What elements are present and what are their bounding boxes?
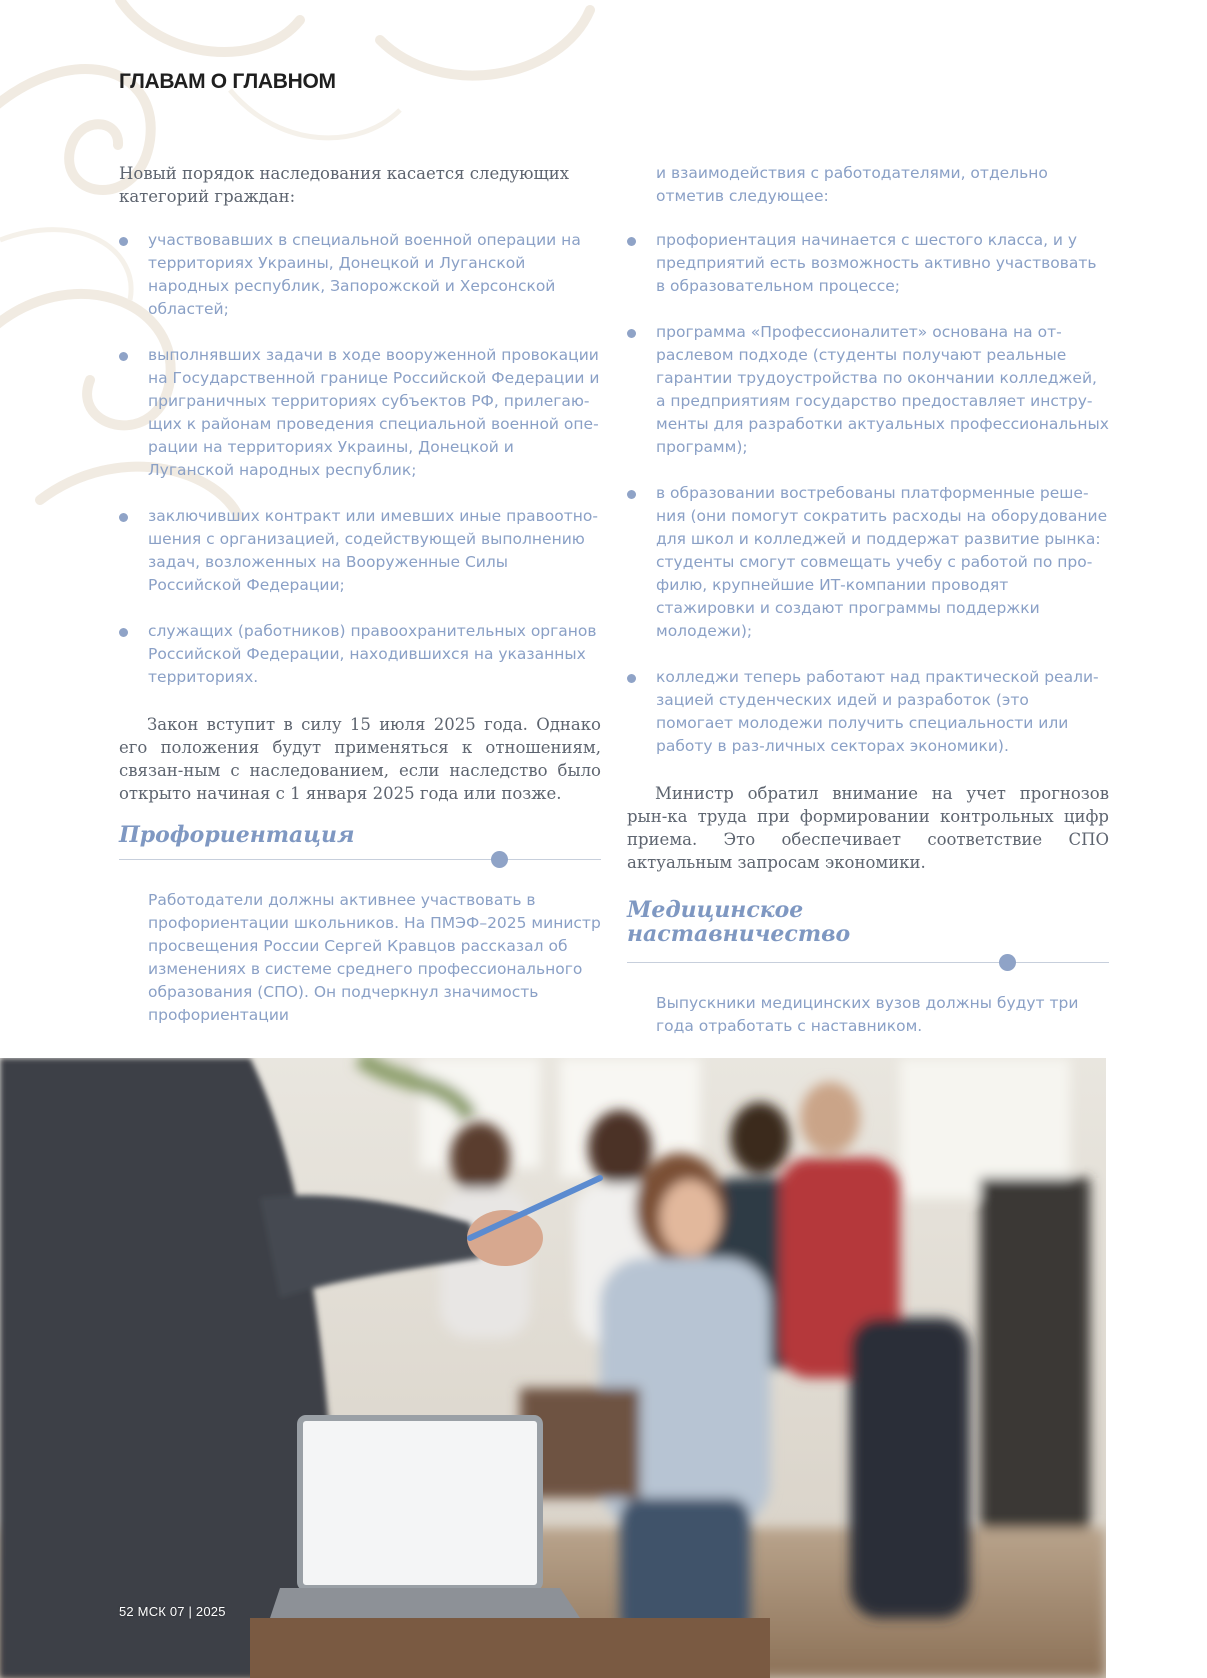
classroom-photo bbox=[0, 1058, 1106, 1678]
divider-dot-icon bbox=[491, 851, 508, 868]
intro-paragraph: Новый порядок наследования касается следующих категорий граждан: bbox=[119, 164, 570, 206]
list-item: заключивших контракт или имевших иные правоотно-шения с организацией, содействующей выполнению задач, возложенных на Вооруженные Силы Российской Федерации; bbox=[119, 505, 601, 597]
classroom-illustration bbox=[0, 1058, 1106, 1678]
bullet-icon bbox=[627, 490, 636, 499]
divider-dot-icon bbox=[999, 954, 1016, 971]
list-item: служащих (работников) правоохранительных органов Российской Федерации, находившихся на указанных территориях. bbox=[119, 620, 601, 689]
bullet-icon bbox=[119, 628, 128, 637]
continuation-paragraph: и взаимодействия с работодателями, отдельно отметив следующее: bbox=[656, 164, 1048, 205]
bullet-icon bbox=[119, 237, 128, 246]
list-item: выполнявших задачи в ходе вооруженной провокации на Государственной границе Российской Федерации и приграничных территориях субъектов РФ, прилегаю-щих к районам проведения специальной военной опе-рации на территориях Украины, Донецкой и Луганской народных республик; bbox=[119, 344, 601, 482]
career-paragraph: Работодатели должны активнее участвовать в профориентации школьников. На ПМЭФ–2025 министр просвещения России Сергей Кравцов рассказал об изменениях в системе среднего профессионального образования (СПО). Он подчеркнул значимость профориентации bbox=[148, 891, 601, 1024]
list-item: участвовавших в специальной военной операции на территориях Украины, Донецкой и Луганской народных республик, Запорожской и Херсонской областей; bbox=[119, 229, 601, 321]
bullet-icon bbox=[627, 329, 636, 338]
bullet-icon bbox=[119, 513, 128, 522]
bullet-icon bbox=[119, 352, 128, 361]
section-title-line1: Медицинское bbox=[627, 897, 804, 923]
minister-paragraph: Министр обратил внимание на учет прогнозов рын-ка труда при формировании контрольных цифр приема. Это обеспечивает соответствие СПО актуальным запросам экономики. bbox=[627, 784, 1109, 872]
section-divider bbox=[119, 851, 601, 869]
list-item: программа «Профессионалитет» основана на от-раслевом подходе (студенты получают реальные гарантии трудоустройства по окончании колледжей, а предприятиям государство предоставляет инстру-менты для разработки актуальных профессиональных программ); bbox=[627, 321, 1109, 459]
law-paragraph: Закон вступит в силу 15 июля 2025 года. Однако его положения будут применяться к отношениям, связан-ным с наследованием, если наследство было открыто начиная с 1 января 2025 года или позже. bbox=[119, 715, 601, 803]
page-footer: 52 МСК 07 | 2025 bbox=[119, 1604, 226, 1619]
right-column bbox=[627, 162, 1109, 1038]
section-title-career: Профориентация bbox=[119, 822, 355, 848]
beneficiaries-list bbox=[119, 229, 601, 689]
education-points-list bbox=[627, 229, 1109, 758]
section-title-medical bbox=[627, 898, 1109, 946]
medical-paragraph: Выпускники медицинских вузов должны будут три года отработать с наставником. bbox=[656, 994, 1079, 1035]
left-column bbox=[119, 162, 601, 1027]
list-item: колледжи теперь работают над практической реали-зацией студенческих идей и разработок (это помогает молодежи получить специальности или работу в раз-личных секторах экономики). bbox=[627, 666, 1109, 758]
list-item: профориентация начинается с шестого класса, и у предприятий есть возможность активно участвовать в образовательном процессе; bbox=[627, 229, 1109, 298]
bullet-icon bbox=[627, 674, 636, 683]
section-title-line2: наставничество bbox=[627, 921, 851, 947]
divider-line bbox=[627, 962, 1109, 963]
list-item: в образовании востребованы платформенные реше-ния (они помогут сократить расходы на оборудование для школ и колледжей и поддержат развитие рынка: студенты смогут совмещать учебу с работой по про-филю, крупнейшие ИТ-компании проводят стажировки и создают программы поддержки молодежи); bbox=[627, 482, 1109, 643]
bullet-icon bbox=[627, 237, 636, 246]
rubric-header: ГЛАВАМ О ГЛАВНОМ bbox=[119, 70, 336, 93]
divider-line bbox=[119, 859, 601, 860]
section-divider bbox=[627, 954, 1109, 972]
